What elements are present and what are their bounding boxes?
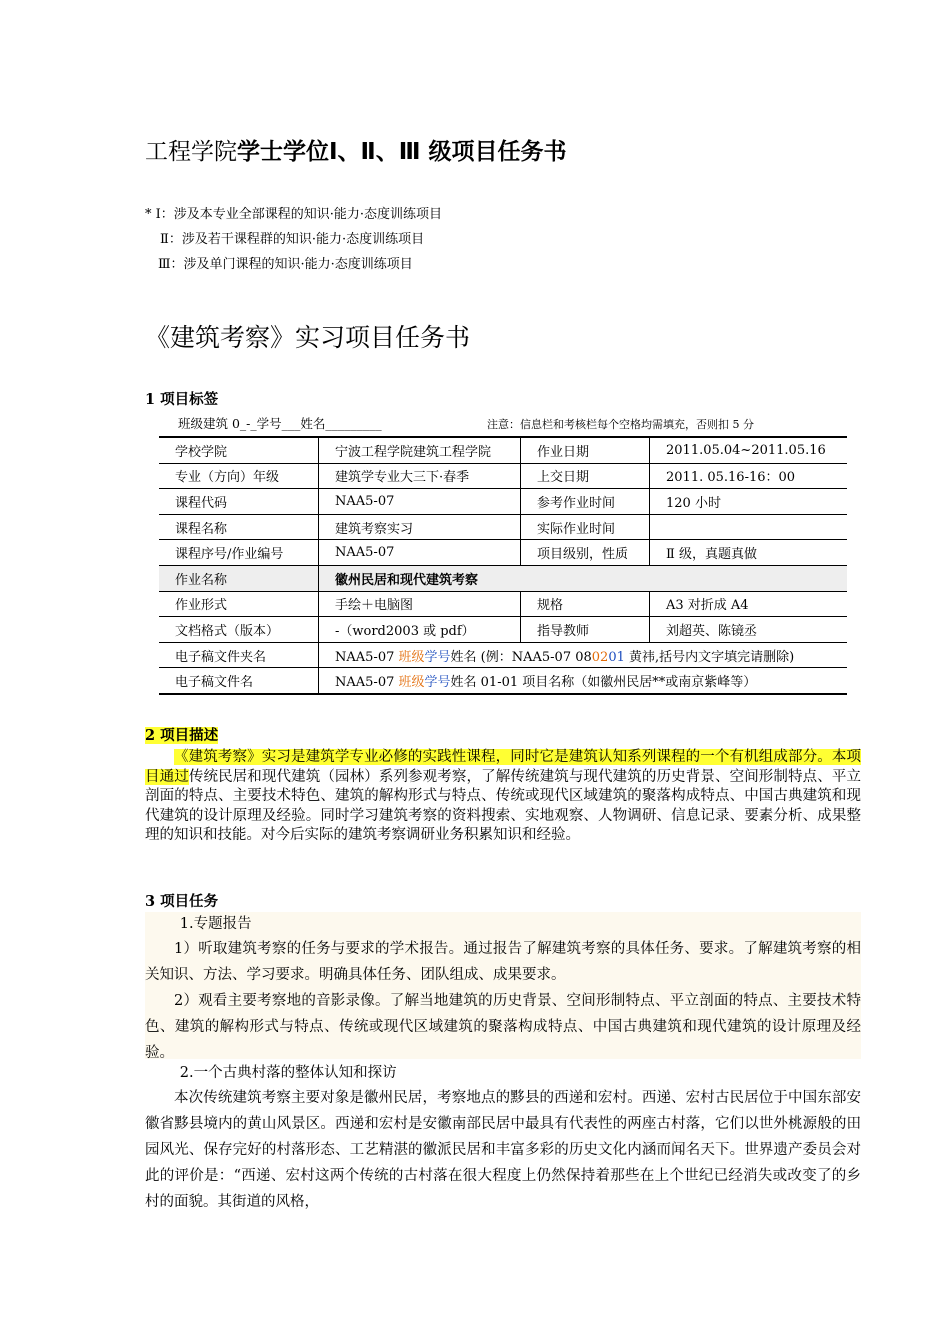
table-row: [159, 437, 847, 463]
text-part: 班级: [398, 649, 425, 665]
text-part: NAA5-07: [335, 649, 399, 665]
table-cell: NAA5-07: [319, 489, 521, 515]
table-cell: 项目级别，性质: [521, 540, 650, 566]
table-cell: 作业名称: [159, 565, 319, 591]
table-cell: NAA5-07: [319, 540, 521, 566]
text-part: 班级: [398, 675, 425, 691]
text-part: 01: [608, 649, 625, 665]
document-title: 《建筑考察》实习项目任务书: [145, 323, 471, 352]
file-name-cell: [319, 668, 848, 694]
text-part: 学号: [424, 649, 451, 665]
section-title: 1 项目标签: [145, 391, 219, 408]
table-cell: -（word2003 或 pdf）: [319, 617, 521, 643]
legend-item: Ⅲ：涉及单门课程的知识·能力·态度训练项目: [158, 257, 413, 272]
text-part: NAA5-07: [335, 675, 399, 691]
table-row: [159, 540, 847, 566]
table-row: [159, 591, 847, 617]
table-row: [159, 514, 847, 540]
text-part: 姓名 (例：NAA5-07 08: [450, 649, 592, 665]
table-row: [159, 642, 847, 668]
table-cell: 文档格式（版本）: [159, 617, 319, 643]
table-cell: 实际作业时间: [521, 514, 650, 540]
table-cell: 专业（方向）年级: [159, 463, 319, 489]
table-cell: 电子稿文件夹名: [159, 642, 319, 668]
text-part: 黄祎,括号内文字填完请删除): [624, 649, 795, 665]
section-title: 3 项目任务: [145, 893, 219, 910]
description-paragraph: [145, 748, 861, 846]
text-part: 学号: [424, 675, 451, 691]
student-info-line: 班级建筑 0_-_学号___姓名_________: [178, 416, 382, 431]
section-title-text: 2 项目描述: [145, 727, 219, 744]
title-bold: 学士学位Ⅰ、Ⅱ、Ⅲ 级项目任务书: [237, 139, 567, 165]
table-cell: 课程序号/作业编号: [159, 540, 319, 566]
text-part: 姓名 01-01 项目名称（如徽州民居**或南京紫峰等）: [450, 675, 757, 691]
table-cell: 指导教师: [521, 617, 650, 643]
table-cell: 上交日期: [521, 463, 650, 489]
table-cell: 宁波工程学院建筑工程学院: [319, 437, 521, 463]
table-cell: 2011.05.04~2011.05.16: [650, 437, 848, 463]
table-row: [159, 463, 847, 489]
table-cell: 手绘＋电脑图: [319, 591, 521, 617]
info-table: [159, 436, 847, 695]
table-cell: 建筑考察实习: [319, 514, 521, 540]
table-cell: 规格: [521, 591, 650, 617]
folder-name-cell: [319, 642, 848, 668]
task-paragraph: 2）观看主要考察地的音影录像。了解当地建筑的历史背景、空间形制特点、平立剖面的特点、主要技术特色、建筑的解构形式与特点、传统或现代区域建筑的聚落构成特点、中国古典建筑和现代建筑的设计原理及经验。: [145, 993, 861, 1061]
subheading: 2.一个古典村落的整体认知和探访: [179, 1065, 397, 1081]
text-part: 02: [591, 649, 609, 665]
table-row: [159, 489, 847, 515]
legend-item: * Ⅰ：涉及本专业全部课程的知识·能力·态度训练项目: [145, 207, 443, 222]
legend-item: Ⅱ：涉及若干课程群的知识·能力·态度训练项目: [160, 232, 425, 247]
table-cell: 电子稿文件名: [159, 668, 319, 694]
title-prefix: 工程学院: [145, 139, 237, 165]
table-cell: Ⅱ 级，真题真做: [650, 540, 848, 566]
table-cell: 课程名称: [159, 514, 319, 540]
table-cell: 课程代码: [159, 489, 319, 515]
table-cell: [650, 514, 848, 540]
section-title: [145, 724, 218, 745]
page-title: [145, 136, 566, 168]
task-paragraph: 1）听取建筑考察的任务与要求的学术报告。通过报告了解建筑考察的具体任务、要求。了解建筑考察的相关知识、方法、学习要求。明确具体任务、团队组成、成果要求。: [145, 941, 861, 983]
table-cell: 建筑学专业大三下·春季: [319, 463, 521, 489]
table-row: [159, 565, 847, 591]
table-row: [159, 617, 847, 643]
level-legend: [145, 202, 442, 277]
subheading: 1.专题报告: [179, 916, 252, 932]
table-cell: 刘超英、陈镜丞: [650, 617, 848, 643]
table-cell: 学校学院: [159, 437, 319, 463]
highlighted-text: 《建筑考察》实习是建筑学专业必修的实践性课程，同时它是建筑认知系列课程的一个有机组成部分。本项目通过: [145, 749, 861, 785]
notice-text: 注意：信息栏和考核栏每个空格均需填充，否则扣 5 分: [487, 418, 754, 431]
table-cell: 2011. 05.16-16：00: [650, 463, 848, 489]
task-paragraph: 本次传统建筑考察主要对象是徽州民居，考察地点的黟县的西递和宏村。西递、宏村古民居位于中国东部安徽省黟县境内的黄山风景区。西递和宏村是安徽南部民居中最具有代表性的两座古村落，它们以世外桃源般的田园风光、保存完好的村落形态、工艺精湛的徽派民居和丰富多彩的历史文化内涵而闻名天下。世界遗产委员会对此的评价是：“西递、宏村这两个传统的古村落在很大程度上仍然保持着那些在上个世纪已经消失或改变了的乡村的面貌。其街道的风格，: [145, 1090, 861, 1210]
table-cell: 作业日期: [521, 437, 650, 463]
table-cell: 作业形式: [159, 591, 319, 617]
table-cell: 参考作业时间: [521, 489, 650, 515]
table-row: [159, 668, 847, 694]
paragraph-text: 传统民居和现代建筑（园林）系列参观考察，了解传统建筑与现代建筑的历史背景、空间形制特点、平立剖面的特点、主要技术特色、建筑的解构形式与特点、传统或现代区域建筑的聚落构成特点、中国古典建筑和现代建筑的设计原理及经验。同时学习建筑考察的资料搜索、实地观察、人物调研、信息记录、要素分析、成果整理的知识和技能。对今后实际的建筑考察调研业务积累知识和经验。: [145, 768, 861, 843]
table-cell: 120 小时: [650, 489, 848, 515]
table-cell: 徽州民居和现代建筑考察: [319, 565, 848, 591]
table-cell: A3 对折成 A4: [650, 591, 848, 617]
